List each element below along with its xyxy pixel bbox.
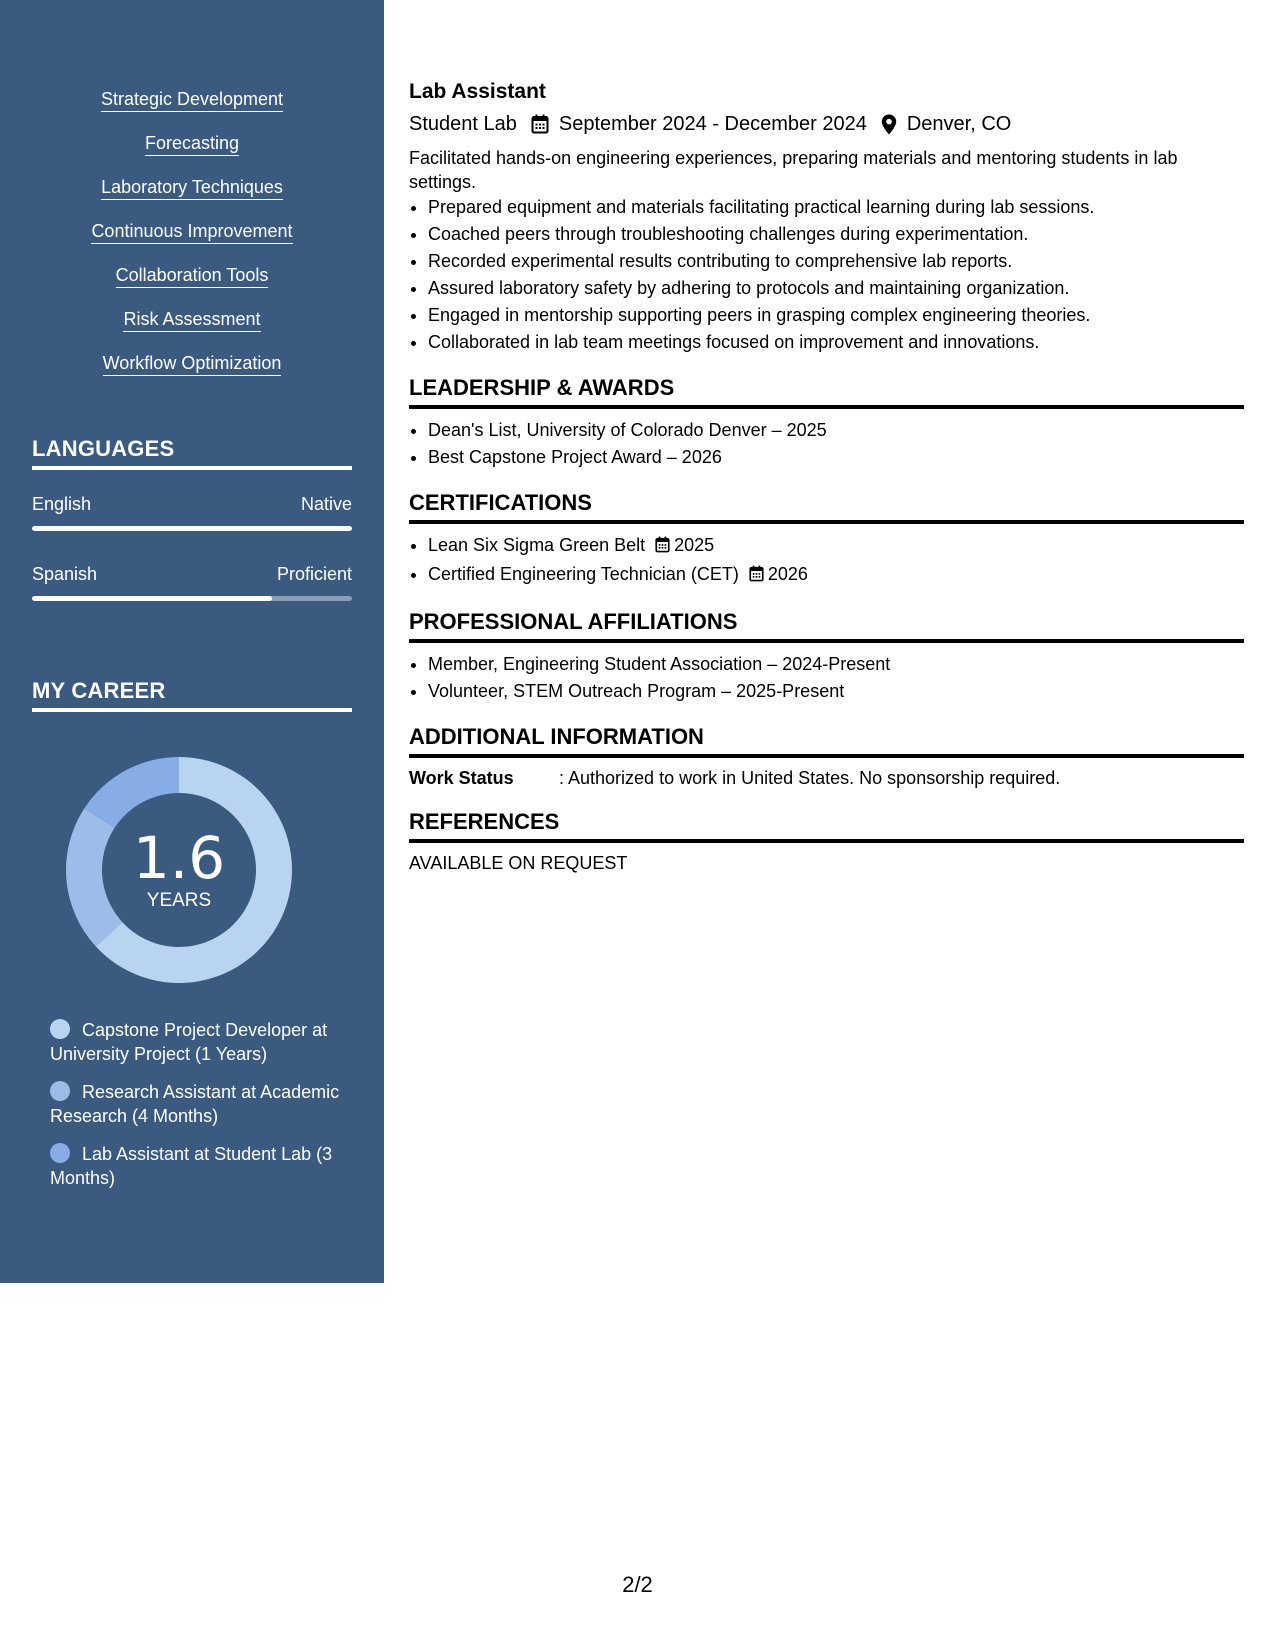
skill-link[interactable]: Laboratory Techniques <box>101 176 283 200</box>
certification-year: 2025 <box>674 535 715 555</box>
career-total-unit: YEARS <box>146 890 212 911</box>
career-heading: MY CAREER <box>32 678 352 712</box>
skill-link[interactable]: Workflow Optimization <box>103 352 282 376</box>
skill-link[interactable]: Risk Assessment <box>123 308 260 332</box>
languages-heading: LANGUAGES <box>32 436 352 470</box>
certification-year: 2026 <box>767 564 808 584</box>
skill-link[interactable]: Continuous Improvement <box>91 220 292 244</box>
language-bar-fill <box>32 526 352 531</box>
section-title: REFERENCES <box>409 808 1244 843</box>
legend-dot-icon <box>50 1143 70 1163</box>
language-row <box>32 494 352 515</box>
legend-label: Research Assistant at Academic Research (4 Months) <box>50 1082 340 1126</box>
legend-dot-icon <box>50 1019 70 1039</box>
career-total-value: 1.6 <box>132 824 226 892</box>
list-item: • Recorded experimental results contributing to comprehensive lab reports. <box>428 248 1244 275</box>
list-item: • Coached peers through troubleshooting challenges during experimentation. <box>428 221 1244 248</box>
sidebar <box>0 0 384 1283</box>
section-title: CERTIFICATIONS <box>409 489 1244 524</box>
legend-item <box>50 1142 350 1190</box>
list-item: • Best Capstone Project Award – 2026 <box>428 444 1244 471</box>
skill-link[interactable]: Forecasting <box>145 132 239 156</box>
section-title: PROFESSIONAL AFFILIATIONS <box>409 608 1244 643</box>
language-bar <box>32 596 352 601</box>
calendar-icon <box>749 563 764 590</box>
references-text: AVAILABLE ON REQUEST <box>409 853 628 873</box>
job-bullets <box>409 194 1244 356</box>
language-bar <box>32 526 352 531</box>
legend-item <box>50 1018 350 1066</box>
list-item <box>428 532 1244 561</box>
section-title: LEADERSHIP & AWARDS <box>409 374 1244 409</box>
skill-link[interactable]: Strategic Development <box>101 88 283 112</box>
list-item: • Volunteer, STEM Outreach Program – 2025-Present <box>428 678 1244 705</box>
leadership-list <box>409 417 1244 471</box>
job-description: Facilitated hands-on engineering experiences, preparing materials and mentoring students in lab settings. <box>409 148 1178 192</box>
skill-link[interactable]: Collaboration Tools <box>116 264 269 288</box>
language-level: Proficient <box>276 564 352 584</box>
career-total <box>66 757 292 983</box>
language-name: Spanish <box>32 564 98 584</box>
info-row <box>409 766 1244 790</box>
legend-item <box>50 1080 350 1128</box>
language-bar-fill <box>32 596 272 601</box>
list-item <box>428 561 1244 590</box>
affiliations-list <box>409 651 1244 705</box>
job-company: Student Lab <box>409 113 517 135</box>
calendar-icon <box>531 114 549 134</box>
language-row <box>32 564 352 585</box>
language-name: English <box>32 494 92 514</box>
certifications-list <box>409 532 1244 590</box>
certification-name: Certified Engineering Technician (CET) <box>428 564 739 584</box>
language-level: Native <box>300 494 352 514</box>
list-item: • Prepared equipment and materials facilitating practical learning during lab sessions. <box>428 194 1244 221</box>
career-legend <box>50 1018 350 1204</box>
legend-label: Lab Assistant at Student Lab (3 Months) <box>50 1144 333 1188</box>
info-key: Work Status <box>409 768 514 788</box>
job-location: Denver, CO <box>906 113 1012 135</box>
list-item: • Dean's List, University of Colorado Denver – 2025 <box>428 417 1244 444</box>
location-pin-icon <box>881 114 897 135</box>
certification-name: Lean Six Sigma Green Belt <box>428 535 646 555</box>
legend-label: Capstone Project Developer at University Project (1 Years) <box>50 1020 328 1064</box>
list-item: • Collaborated in lab team meetings focused on improvement and innovations. <box>428 329 1244 356</box>
main-content <box>409 78 1244 875</box>
list-item: • Assured laboratory safety by adhering to protocols and maintaining organization. <box>428 275 1244 302</box>
job-dates: September 2024 - December 2024 <box>558 113 867 135</box>
page-number: 2/2 <box>622 1572 653 1597</box>
skills-list <box>0 88 384 396</box>
info-value: : Authorized to work in United States. No sponsorship required. <box>559 768 1061 788</box>
job-meta <box>409 110 1244 138</box>
legend-dot-icon <box>50 1081 70 1101</box>
calendar-icon <box>655 534 670 561</box>
job-title: Lab Assistant <box>409 80 546 103</box>
section-title: ADDITIONAL INFORMATION <box>409 723 1244 758</box>
list-item: • Engaged in mentorship supporting peers in grasping complex engineering theories. <box>428 302 1244 329</box>
list-item: • Member, Engineering Student Association – 2024-Present <box>428 651 1244 678</box>
